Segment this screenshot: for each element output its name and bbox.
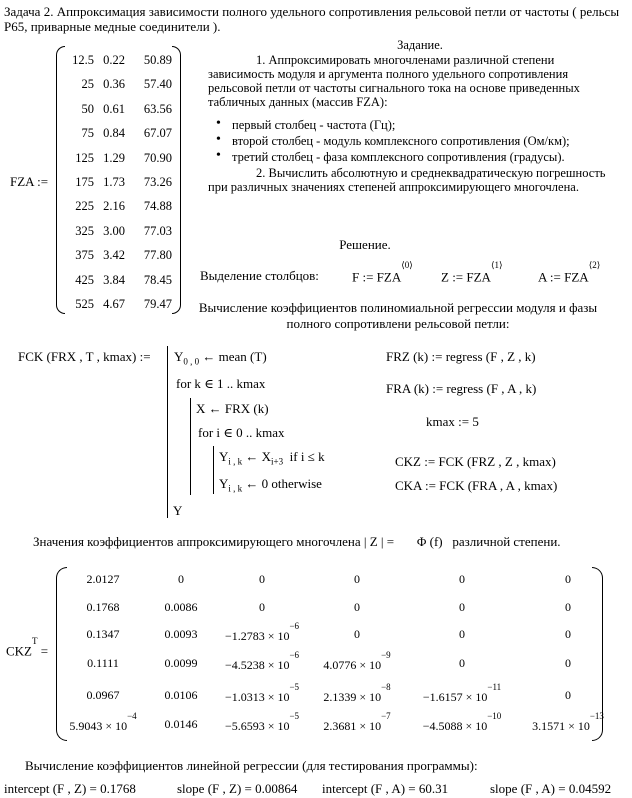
fza-cell: 3.42 bbox=[103, 248, 125, 263]
ckzt-cell: 0 bbox=[259, 572, 265, 586]
fza-cell: 77.80 bbox=[143, 248, 172, 263]
ckzt-cell: $-1.6157 \times 10^{-11}$ bbox=[422, 682, 502, 704]
bullet-icon: • bbox=[216, 148, 221, 163]
ckzt-cell: 0.1347 bbox=[86, 627, 120, 641]
ckzt-cell: 0 bbox=[565, 688, 571, 702]
ckzt-cell: $-4.5238 \times 10^{-6}$ bbox=[224, 650, 300, 672]
fza-cell: 175 bbox=[75, 175, 94, 189]
ckzt-cell: 0.0106 bbox=[164, 688, 198, 702]
ckzt-cell: $2.1339 \times 10^{-8}$ bbox=[323, 682, 391, 704]
program-bar-1 bbox=[167, 346, 168, 518]
fza-cell: 125 bbox=[75, 150, 94, 165]
bullet-icon: • bbox=[216, 116, 221, 131]
program-line-7: Y bbox=[173, 503, 183, 518]
fza-cell: 50 bbox=[81, 101, 94, 116]
page-title: Задача 2. Аппроксимация зависимости полного удельного сопротивления рельсовой петли от частоты ( рельсы Р65, приварные медные соединители ). bbox=[4, 4, 620, 34]
program-line-2: for k ∈ 1 .. kmax bbox=[176, 376, 266, 391]
ckzt-cell: 0.0967 bbox=[86, 688, 120, 702]
fza-cell: 1.73 bbox=[103, 175, 125, 189]
ckzt-cell: 0 bbox=[459, 600, 465, 614]
fza-cell: 2.16 bbox=[103, 199, 125, 214]
bullet-item: • второй столбец - модуль комплексного сопротивления (Ом/км); bbox=[216, 132, 570, 148]
task-item-1: 1. Аппроксимировать многочленами различной степени зависимость модуля и аргумента полного удельного сопротивления рельсовой петли от частоты сигнального тока на основе приведенных табличных данных (массив FZA): bbox=[208, 53, 580, 109]
ckzt-cell: 0.0146 bbox=[164, 717, 198, 731]
fza-cell: 425 bbox=[75, 272, 94, 287]
task-heading: Задание. bbox=[397, 38, 443, 52]
program-line-4: for i ∈ 0 .. kmax bbox=[198, 425, 285, 440]
ckzt-cell: 0 bbox=[459, 627, 465, 641]
ckzt-cell: $-1.0313 \times 10^{-5}$ bbox=[224, 682, 300, 704]
ckzt-cell: 0 bbox=[565, 572, 571, 586]
slope-fz: slope (F , Z) = 0.00864 bbox=[177, 781, 298, 796]
fza-cell: 325 bbox=[75, 223, 94, 238]
fza-cell: 75 bbox=[81, 126, 94, 141]
ckzt-cell: 0.0086 bbox=[164, 600, 198, 614]
program-line-6: $Y_{i , k}$ ← 0 otherwise bbox=[219, 476, 322, 494]
ckzt-cell: 0 bbox=[354, 572, 360, 586]
fza-cell: 0.61 bbox=[103, 101, 125, 116]
fza-cell: 0.22 bbox=[103, 53, 125, 67]
ckzt-cell: 0.1768 bbox=[86, 600, 120, 614]
fza-cell: 79.47 bbox=[143, 297, 172, 311]
intercept-fz: intercept (F , Z) = 0.1768 bbox=[4, 781, 136, 796]
a-definition: A := $FZA^{⟨2⟩}$ bbox=[538, 260, 601, 285]
fza-cell: 225 bbox=[75, 199, 94, 214]
ckzt-cell: 0 bbox=[565, 627, 571, 641]
kmax-definition: kmax := 5 bbox=[426, 414, 479, 429]
fza-cell: 4.67 bbox=[103, 297, 125, 311]
fza-cell: 0.84 bbox=[103, 126, 125, 141]
fza-cell: 67.07 bbox=[143, 126, 172, 141]
fza-cell: 375 bbox=[75, 248, 94, 263]
ckzt-cell: 0.1111 bbox=[87, 656, 119, 670]
ckzt-cell: 0 bbox=[459, 656, 465, 670]
columns-label: Выделение столбцов: bbox=[200, 268, 319, 283]
fza-cell: 12.5 bbox=[72, 53, 94, 67]
fza-cell: 63.56 bbox=[143, 101, 172, 116]
program-bar-2 bbox=[190, 398, 191, 495]
solution-heading: Решение. bbox=[339, 237, 391, 252]
ckz-definition: CKZ := FCK (FRZ , Z , kmax) bbox=[395, 454, 556, 469]
fza-cell: 74.88 bbox=[143, 199, 172, 214]
cka-definition: CKA := FCK (FRA , A , kmax) bbox=[395, 478, 558, 493]
bullet-item: • третий столбец - фаза комплексного сопротивления (градусы). bbox=[216, 148, 565, 164]
bullet-icon: • bbox=[216, 132, 221, 147]
ckzt-label: $CKZ^T$ = bbox=[6, 636, 49, 659]
fza-cell: 3.00 bbox=[103, 223, 125, 238]
fza-cell: 73.26 bbox=[143, 175, 172, 189]
fza-right-paren bbox=[172, 46, 181, 314]
ckzt-cell: $5.9043 \times 10^{-4}$ bbox=[69, 711, 137, 733]
program-line-3: X ← FRX (k) bbox=[196, 401, 269, 416]
frz-definition: FRZ (k) := regress (F , Z , k) bbox=[386, 349, 536, 364]
fza-cell: 3.84 bbox=[103, 272, 125, 287]
ckzt-cell: $2.3681 \times 10^{-7}$ bbox=[323, 711, 391, 733]
ckzt-cell: 0 bbox=[354, 600, 360, 614]
fza-cell: 70.90 bbox=[143, 150, 172, 165]
slope-fa: slope (F , A) = 0.04592 bbox=[490, 781, 612, 796]
program-header: FCK (FRX , T , kmax) := bbox=[18, 349, 151, 364]
fza-cell: 50.89 bbox=[143, 53, 172, 67]
fza-cell: 78.45 bbox=[143, 272, 172, 287]
ckzt-cell: 0 bbox=[565, 656, 571, 670]
z-definition: Z := $FZA^{⟨1⟩}$ bbox=[441, 260, 503, 285]
ckzt-cell: 0.0099 bbox=[164, 656, 198, 670]
program-bar-3 bbox=[213, 446, 214, 494]
ckzt-cell: $4.0776 \times 10^{-9}$ bbox=[323, 650, 391, 672]
ckzt-left-paren bbox=[56, 567, 67, 741]
bullet-item: • первый столбец - частота (Гц); bbox=[216, 116, 396, 132]
ckzt-cell: $-5.6593 \times 10^{-5}$ bbox=[224, 711, 300, 733]
fza-cell: 0.36 bbox=[103, 77, 125, 92]
intercept-fa: intercept (F , A) = 60.31 bbox=[322, 781, 449, 796]
fza-cell: 25 bbox=[81, 77, 94, 92]
ckzt-cell: 0.0093 bbox=[164, 627, 198, 641]
coef-heading: Вычисление коэффициентов полиномиальной регрессии модуля и фазы полного сопротивлени рельсовой петли: bbox=[198, 300, 598, 331]
ckzt-cell: $3.1571 \times 10^{-13}$ bbox=[532, 711, 604, 733]
ckzt-cell: 0 bbox=[354, 627, 360, 641]
fra-definition: FRA (k) := regress (F , A , k) bbox=[386, 381, 537, 396]
fza-cell: 77.03 bbox=[143, 223, 172, 238]
ckzt-cell: $-1.2783 \times 10^{-6}$ bbox=[224, 621, 300, 643]
task-item-2: 2. Вычислить абсолютную и среднеквадратическую погрешность при различных значениях степеней аппроксимирующего многочлена. bbox=[208, 166, 606, 194]
ckzt-cell: 0 bbox=[565, 600, 571, 614]
fza-cell: 1.29 bbox=[103, 150, 125, 165]
values-heading: Значения коэффициентов аппроксимирующего многочлена | Z | = Φ (f) различной степени. bbox=[33, 534, 561, 549]
program-line-1: $Y_{0 , 0}$ ← mean (T) bbox=[174, 349, 267, 367]
ckzt-cell: 0 bbox=[459, 572, 465, 586]
ckzt-cell: 0 bbox=[178, 572, 184, 586]
fza-cell: 57.40 bbox=[143, 77, 172, 92]
program-line-5: $Y_{i , k}$ ← $X_{i+3}$ if i ≤ k bbox=[219, 449, 325, 467]
f-definition: F := $FZA^{⟨0⟩}$ bbox=[352, 260, 413, 285]
ckzt-cell: 0 bbox=[259, 600, 265, 614]
fza-cell: 525 bbox=[75, 297, 94, 311]
fza-label: FZA := bbox=[10, 174, 49, 189]
ckzt-cell: 2.0127 bbox=[86, 572, 120, 586]
linear-heading: Вычисление коэффициентов линейной регрессии (для тестирования программы): bbox=[25, 758, 478, 773]
ckzt-cell: $-4.5088 \times 10^{-10}$ bbox=[422, 711, 502, 733]
